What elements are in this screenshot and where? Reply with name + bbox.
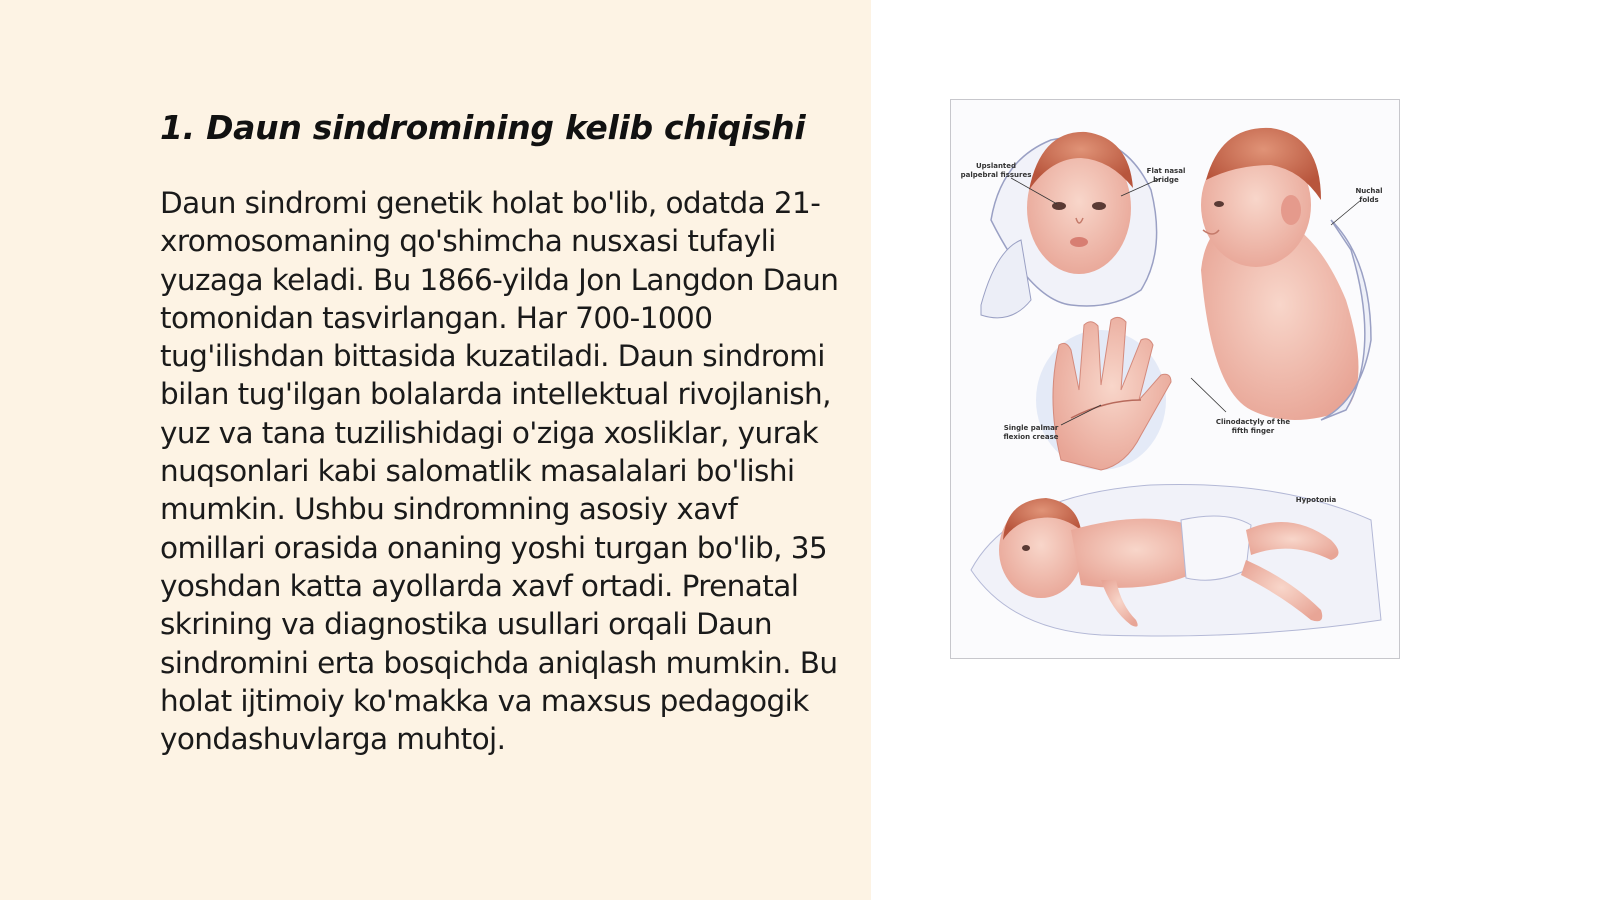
label-upslanted-1: Upslanted [975, 162, 1017, 170]
label-clinodactyly-1: Clinodactyly of the [1215, 418, 1291, 426]
label-upslanted-2: palpebral fissures [960, 171, 1032, 179]
illustration-svg [951, 100, 1399, 658]
label-hypotonia: Hypotonia [1295, 496, 1337, 504]
label-palmar-1: Single palmar [1003, 424, 1059, 432]
slide-body-text: Daun sindromi genetik holat bo'lib, odatda 21-xromosomaning qo'shimcha nusxasi tufayli yuzaga keladi. Bu 1866-yilda Jon Langdon Daun tomonidan tasvirlangan. Har 700-1000 tug'ilishdan bittasida kuzatiladi. Daun sindromi bilan tug'ilgan bolalarda intellektual rivojlanish, yuz va tana tuzilishidagi o'ziga xosliklar, yurak nuqsonlari kabi salomatlik masalalari bo'lishi mumkin. Ushbu sindromning asosiy xavf omillari orasida onaning yoshi turgan bo'lib, 35 yoshdan katta ayollarda xavf ortadi. Prenatal skrining va diagnostika usullari orqali Daun sindromini erta bosqichda aniqlash mumkin. Bu holat ijtimoiy ko'makka va maxsus pedagogik yondashuvlarga muhtoj. [160, 186, 839, 757]
label-palmar-2: flexion crease [1003, 433, 1059, 441]
label-flat-nasal-1: Flat nasal [1146, 167, 1186, 175]
label-nuchal-2: folds [1359, 196, 1379, 204]
label-flat-nasal-2: bridge [1153, 176, 1179, 184]
label-clinodactyly-2: fifth finger [1231, 427, 1275, 435]
palm-hand [1036, 317, 1171, 470]
label-nuchal-1: Nuchal [1355, 187, 1383, 195]
baby-face-front [981, 132, 1157, 318]
baby-profile-side [1201, 128, 1371, 420]
baby-lying-hypotonia [971, 484, 1381, 636]
slide-title: 1. Daun sindromining kelib chiqishi [160, 108, 806, 147]
down-syndrome-illustration [950, 99, 1400, 659]
